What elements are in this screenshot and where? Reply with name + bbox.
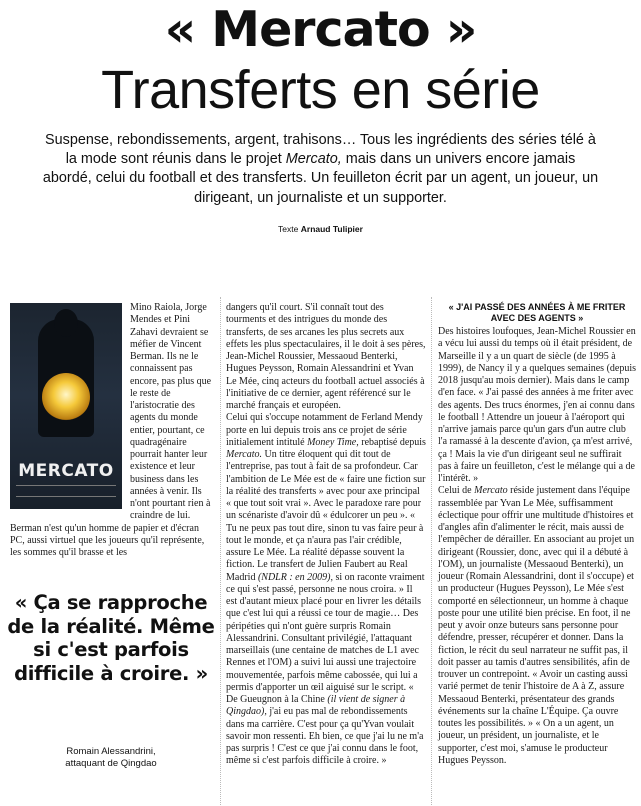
byline-author: Arnaud Tulipier xyxy=(300,224,363,234)
text-emphasis: (il vient de signer à Qingdao), xyxy=(226,694,406,718)
pull-quote: « Ça se rapproche de la réalité. Même si c'est parfois difficile à croire. » xyxy=(7,591,215,685)
poster-credits xyxy=(16,485,116,497)
text-run: réside justement dans l'équipe rassemblée par Yvan Le Mée, suffisamment éclectique pour offrir une multitude d'histoires et d'angles afin d'alimenter le récit, mais aussi de l'empêcher de dérailler. En associant au projet un dirigeant (Roussier, donc, avec qui il a débuté à l'OM), un journaliste (Messaoud Benterki), un joueur (Romain Alessandrini, dont il s'occupe) et un producteur (Hugues Peysson), Le Mée s'est comporté en sélectionneur, un homme à chaque poste pour une utilité bien précise. En foot, il ne peut y avoir onze buteurs sans personne pour défendre, presser, récupérer et donner. Dans la fiction, le récit du seul narrateur ne suffit pas, il doit passer au tamis d'autres sensibilités, afin de trouver un contrepoint. « Avoir un casting aussi varié permet de tenir l'histoire de A à Z, assure Messaoud Benterki, présentateur des grands événements sur la chaîne L'Équipe. Ça ouvre toutes les possibilités. » « On a un agent, un joueur, un président, un journaliste, et le supporter, c'est moi, s'amuse le producteur Hugues Peysson. xyxy=(438,485,635,766)
lede-text-2: mais dans un univers encore jamais abordé, celui du football et des transferts. Un feuilleton écrit par un agent, un joueur, un dirigeant, un journaliste et un supporter. xyxy=(42,151,599,206)
pull-quote-role: attaquant de Qingdao xyxy=(65,758,157,769)
lede-emphasis: Mercato, xyxy=(285,151,342,168)
text-emphasis: Mercato xyxy=(474,485,508,497)
section-subhead: « J'AI PASSÉ DES ANNÉES À ME FRITER AVEC DES AGENTS » xyxy=(448,302,626,323)
text-run: Un titre éloquent qui dit tout de l'entreprise, pas tout à fait de sa profondeur. Car l'ambition de Le Mée est de « faire une fiction sur la réalité des transferts » avec pour axe principal « que tout soit vrai ». Avec le paradoxe rare pour un scénariste d'avoir dû « édulcorer un peu ». « Tu ne peux pas tout dire, sinon tu vas faire peur à tout le monde, et ça n'aura pas l'air crédible, assure Le Mée. La réalité dépasse souvent la fiction. Le transfert de Julien Faubert au Real Madrid xyxy=(226,449,426,583)
byline-prefix: Texte xyxy=(278,224,299,234)
text-run: Celui qui s'occupe notamment de Ferland Mendy porte en lui depuis trois ans ce projet de série initialement intitulé xyxy=(226,412,423,448)
headline-title: « Mercato » xyxy=(164,1,477,58)
poster-title: MERCATO xyxy=(18,461,114,481)
poster-figure-head xyxy=(54,309,78,337)
text-run: j'ai eu pas mal de rebondissements dans ma carrière. C'est pour ça qu'Yvan voulait savoir mon ressenti. Eh bien, ce que j'ai lu ne m'a pas surpris ! C'est ce que j'ai connu dans le foot, même si c'est parfois difficile à croire. » xyxy=(226,706,424,767)
article-column-3 xyxy=(438,302,636,767)
text-emphasis: Money Time, xyxy=(307,436,359,448)
lede-paragraph xyxy=(40,131,601,208)
article-column-2 xyxy=(226,302,426,768)
pull-quote-author: Romain Alessandrini, xyxy=(66,746,156,757)
text-emphasis: Mercato. xyxy=(226,449,263,460)
lede-text-1: Suspense, rebondissements, argent, trahisons… Tous les ingrédients des séries télé à la mode sont réunis dans le projet xyxy=(45,132,596,168)
column-2-paragraph xyxy=(226,412,426,767)
text-run: si on raconte vraiment ce qui s'est passé, personne ne nous croira. » Il est d'autant mieux placé pour en livrer les détails que c'est lui qui a réussi ce tour de magie… Des péripéties qui n'ont guère surpris Romain Alessandrini. Consultant privilégié, l'attaquant marseillais (une centaine de matches de L1 avec Rennes et l'OM) a suivi lui aussi une trajectoire mouvementée, parfois même cabossée, qui lui a permis d'apporter un œil aiguisé sur le script. « De Gueugnon à la Chine xyxy=(226,571,425,705)
text-emphasis: (NDLR : en 2009), xyxy=(257,571,333,583)
column-divider xyxy=(220,297,221,805)
byline xyxy=(0,224,641,234)
pull-quote-attribution xyxy=(6,746,216,770)
column-divider xyxy=(431,297,432,805)
series-poster-image xyxy=(10,303,122,509)
column-2-paragraph: dangers qu'il court. S'il connaît tout des tourments et des intrigues du monde des transferts, de ses arcanes les plus secrets aux effets les plus spectaculaires, il le doit à ses pères, Jean-Michel Roussier, Messaoud Benterki, Hugues Peysson, Romain Alessandrini et Yvan Le Mée, cinq acteurs du football actuel associés à l'initiative de ce dernier, agent référencé sur le marché français et européen. xyxy=(226,302,426,411)
column-3-paragraph: Des histoires loufoques, Jean-Michel Roussier en a vécu lui aussi du temps où il était président, de Marseille il y a un quart de siècle (de 1995 à 1999), de Nancy il y a quelques semaines (depuis 2018 jusqu'au mois dernier). Mais dans le camp d'en face. « J'ai passé des années à me friter avec des agents. Des trucs énormes, j'en ai connu dans le football ! Attendre un joueur à l'aéroport qui n'arrive jamais parce qu'un gars d'un autre club l'a ramassé à la descente d'avion, ça m'est arrivé, ça ! Mais la vie d'un dirigeant seul ne suffirait pas à faire un feuilleton, c'est le mélange qui a de l'intérêt. » xyxy=(438,326,637,484)
text-run: Celui de xyxy=(438,485,475,497)
column-3-paragraph xyxy=(438,485,636,767)
column-1-text: Mino Raiola, Jorge Mendes et Pini Zahavi devraient se méfier de Vincent Berman. Ils ne le connaissent pas encore, pas plus que le reste de l'aristocratie des agents du monde entier, pourtant, ce quadragénaire pourrait hanter leur existence et leur business dans les années à venir. Ils n'ont pourtant rien à craindre de lui. Berman n'est qu'un homme de papier et d'écran PC, aussi virtuel que les joueurs qu'il représente, les sommes qu'il brasse et les xyxy=(10,302,212,558)
golden-ball-icon xyxy=(42,373,90,421)
headline-subtitle: Transferts en série xyxy=(101,60,540,120)
article-column-1 xyxy=(10,302,216,559)
text-run: rebaptisé depuis xyxy=(358,436,426,448)
